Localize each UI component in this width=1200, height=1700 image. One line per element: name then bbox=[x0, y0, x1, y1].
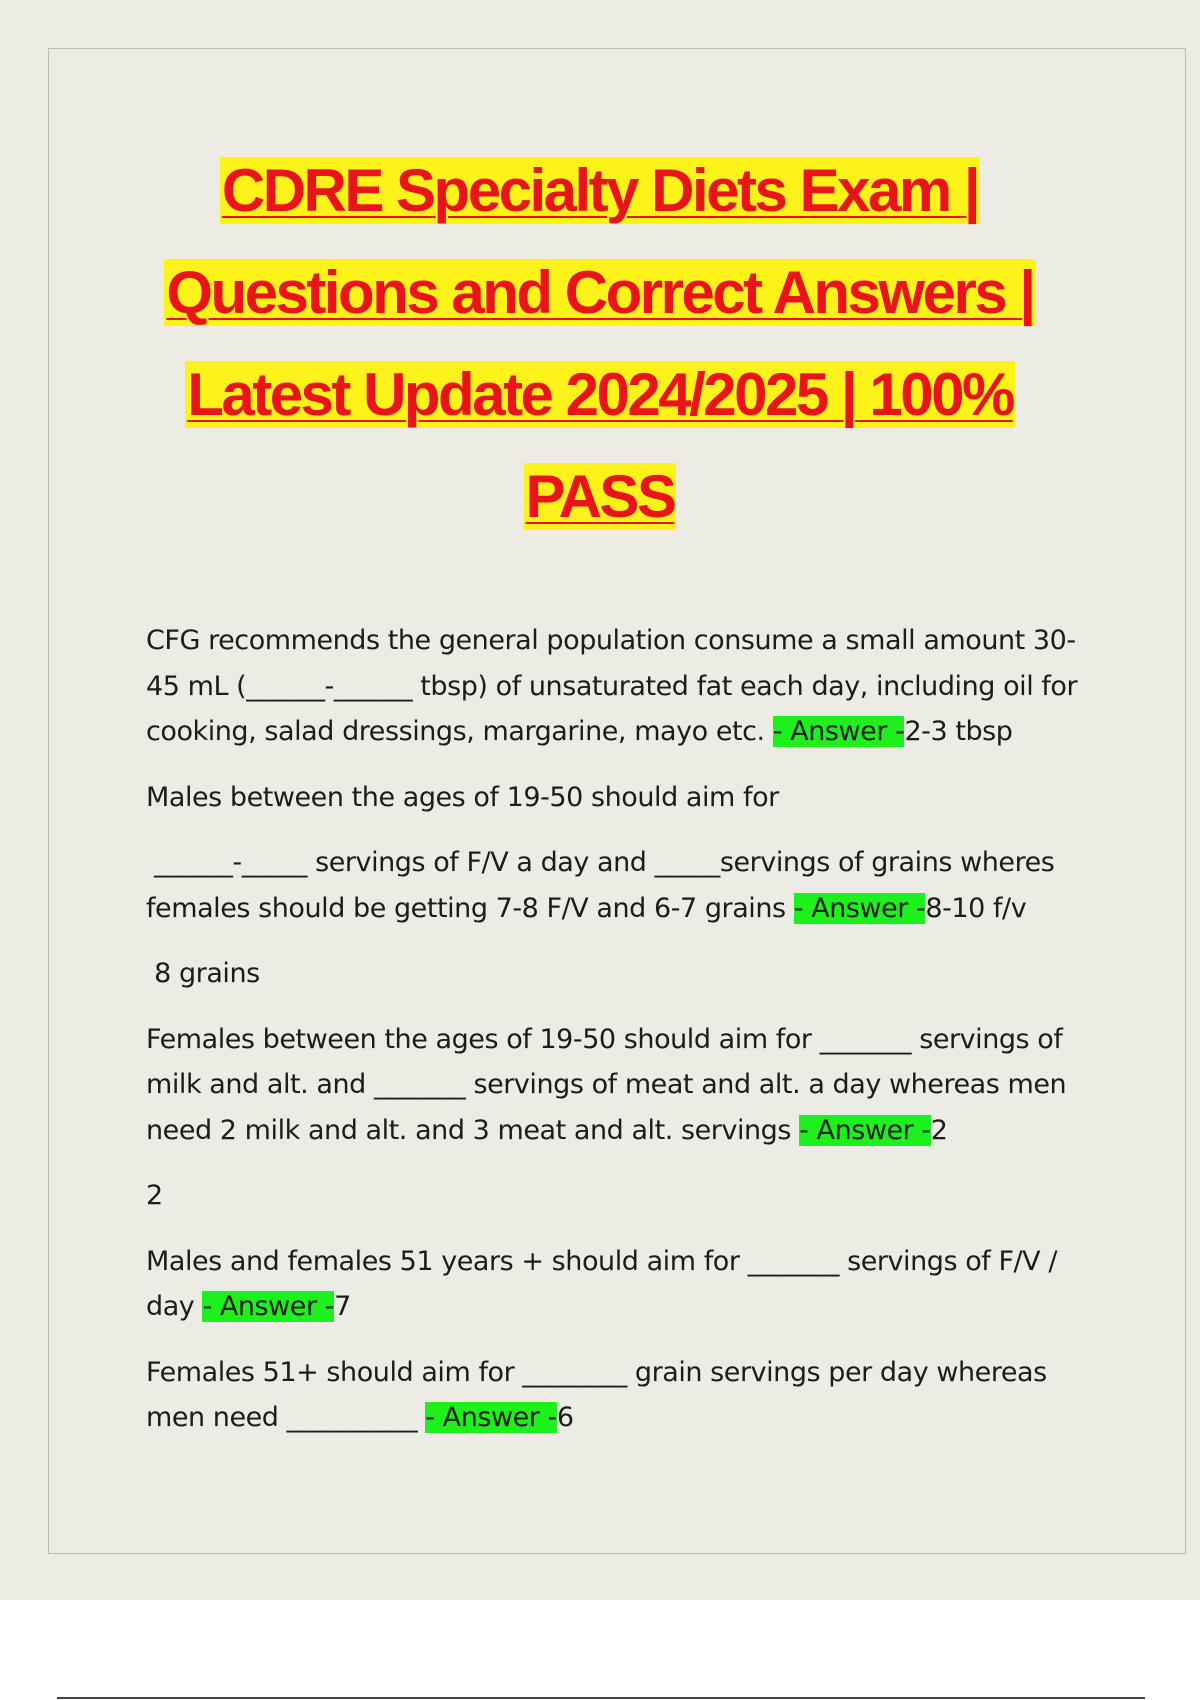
bottom-divider bbox=[57, 1697, 1145, 1699]
question-text-line bbox=[146, 1108, 1091, 1154]
answer-label: - Answer - bbox=[772, 716, 905, 747]
answer-value: 2 bbox=[930, 1114, 948, 1146]
question-text: need 2 milk and alt. and 3 meat and alt. servings bbox=[146, 1114, 800, 1146]
question-text: Males and females 51 years + should aim for _______ servings of F/V / bbox=[146, 1245, 1057, 1277]
title-text: Questions and Correct Answers | bbox=[166, 259, 1034, 326]
question-5 bbox=[146, 1350, 1091, 1441]
question-text: Females between the ages of 19-50 should aim for _______ servings of bbox=[146, 1023, 1063, 1055]
title-text: Latest Update 2024/2025 | 100% bbox=[187, 361, 1013, 428]
title-line bbox=[0, 242, 1200, 344]
question-4 bbox=[146, 1239, 1091, 1330]
question-list bbox=[146, 618, 1091, 1461]
question-3-answer-extra bbox=[146, 1173, 1091, 1219]
answer-value: 2-3 tbsp bbox=[904, 716, 1013, 747]
question-1 bbox=[146, 618, 1091, 755]
question-3 bbox=[146, 1017, 1091, 1154]
question-2-answer-extra bbox=[146, 951, 1091, 997]
question-text: day bbox=[146, 1291, 203, 1322]
question-text: cooking, salad dressings, margarine, mayo etc. bbox=[146, 716, 773, 747]
document-title bbox=[0, 140, 1200, 548]
answer-value: 8-10 f/v bbox=[925, 892, 1027, 924]
answer-value: 7 bbox=[334, 1291, 351, 1322]
question-text-line bbox=[146, 1395, 1091, 1441]
question-2 bbox=[146, 840, 1091, 931]
question-text-line bbox=[146, 709, 1091, 755]
answer-label: - Answer - bbox=[202, 1291, 335, 1322]
question-text: milk and alt. and _______ servings of meat and alt. a day whereas men bbox=[146, 1069, 1067, 1100]
answer-value: 6 bbox=[556, 1402, 574, 1433]
question-text-line bbox=[146, 1284, 1091, 1330]
question-text: CFG recommends the general population consume a small amount 30- bbox=[146, 625, 1076, 656]
question-2-intro bbox=[146, 775, 1091, 821]
title-line bbox=[0, 446, 1200, 548]
title-text: CDRE Specialty Diets Exam | bbox=[221, 157, 979, 224]
title-line bbox=[0, 140, 1200, 242]
answer-label: - Answer - bbox=[799, 1114, 931, 1146]
question-text: Males between the ages of 19-50 should aim for bbox=[146, 781, 779, 813]
question-text: Females 51+ should aim for ________ grain servings per day whereas bbox=[146, 1356, 1047, 1388]
answer-value: 8 grains bbox=[146, 958, 260, 989]
answer-label: - Answer - bbox=[425, 1402, 557, 1433]
answer-value: 2 bbox=[146, 1180, 163, 1211]
title-text: PASS bbox=[525, 463, 675, 530]
question-text: females should be getting 7-8 F/V and 6-7 grains bbox=[146, 892, 794, 924]
answer-label: - Answer - bbox=[793, 892, 926, 924]
question-text: men need __________ bbox=[146, 1402, 426, 1433]
question-text-line bbox=[146, 886, 1091, 932]
question-text: ______-_____ servings of F/V a day and _____servings of grains wheres bbox=[146, 847, 1055, 878]
title-line bbox=[0, 344, 1200, 446]
question-text: 45 mL (______-______ tbsp) of unsaturated fat each day, including oil for bbox=[146, 670, 1078, 702]
